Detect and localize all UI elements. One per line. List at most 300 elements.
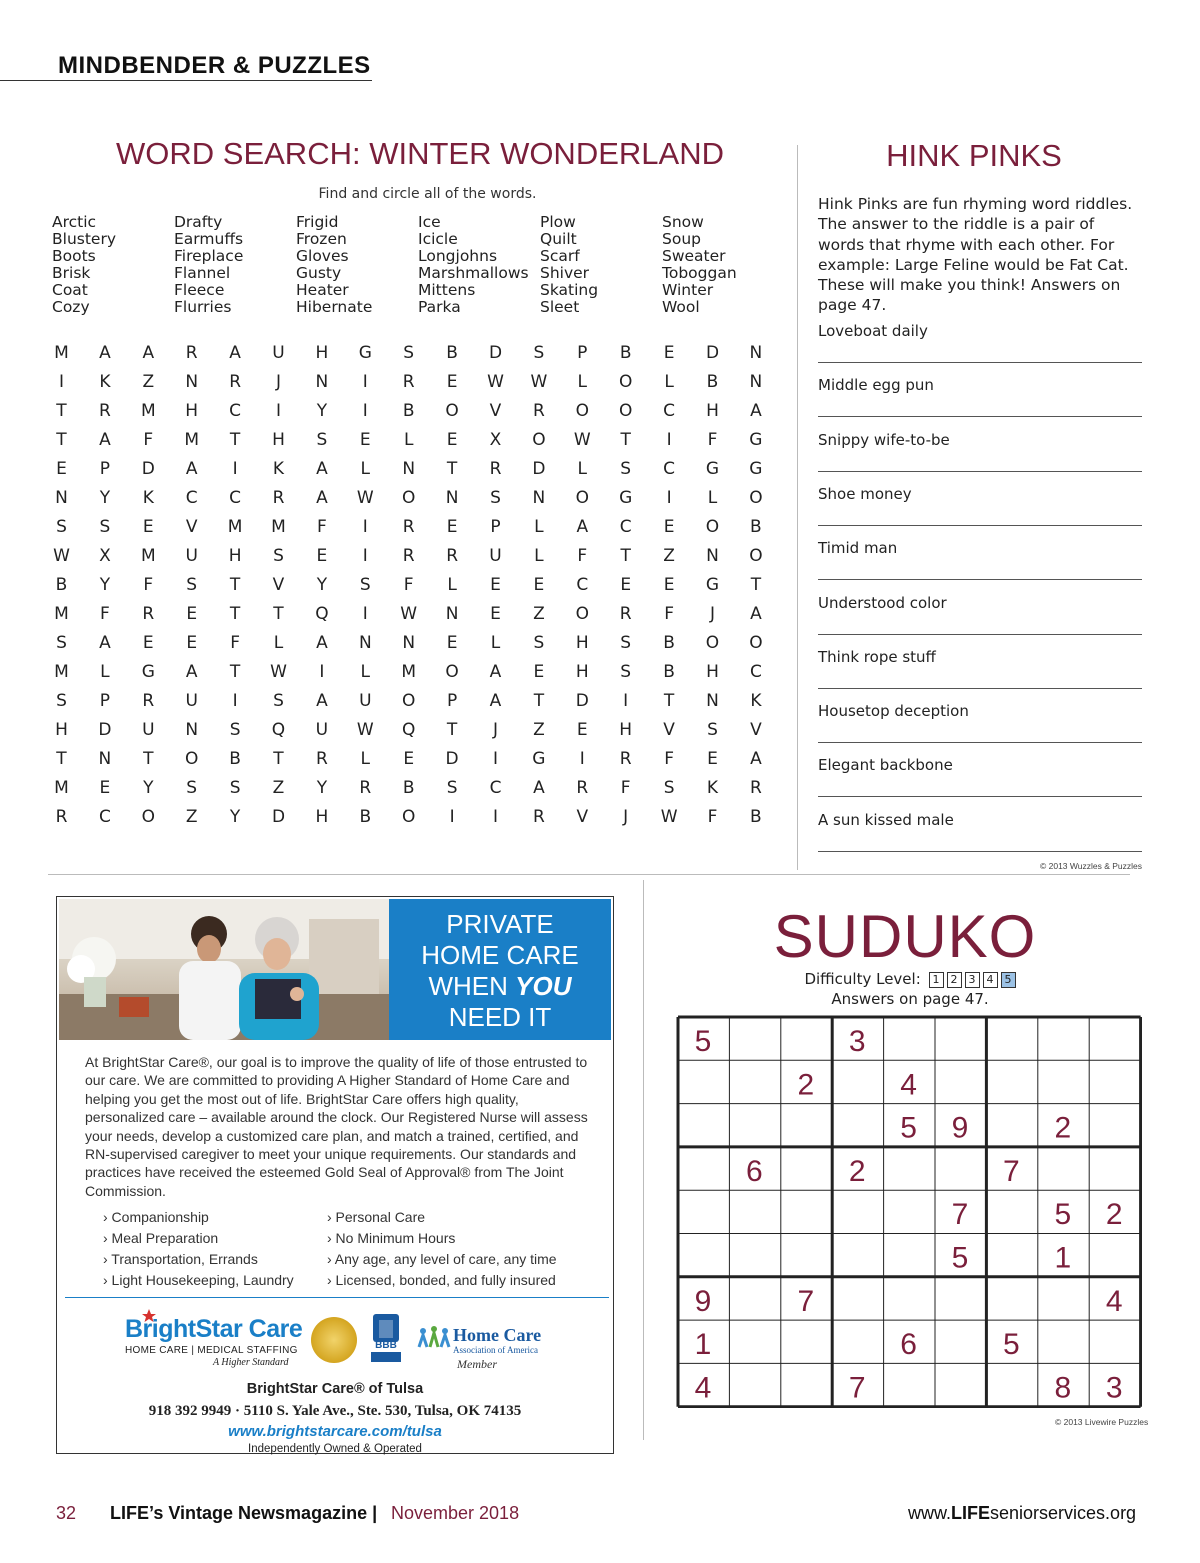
word-search-letter[interactable]: S (620, 662, 632, 682)
word-search-letter[interactable]: E (142, 633, 154, 653)
answer-line[interactable] (818, 471, 1142, 472)
sudoku-cell[interactable] (781, 1190, 832, 1233)
word-search-letter[interactable]: E (56, 459, 67, 479)
word-search-letter[interactable]: M (227, 517, 243, 537)
word-search-letter[interactable]: J (275, 372, 281, 392)
word-search-letter[interactable]: T (229, 604, 241, 624)
word-search-letter[interactable]: X (489, 430, 502, 450)
word-search-letter[interactable]: T (56, 401, 67, 421)
word-search-letter[interactable]: U (359, 691, 372, 711)
word-search-letter[interactable]: I (275, 401, 281, 421)
word-search-letter[interactable]: O (445, 662, 459, 682)
sudoku-cell[interactable] (1038, 1017, 1089, 1060)
word-search-letter[interactable]: E (446, 517, 458, 537)
word-search-letter[interactable]: F (143, 575, 154, 595)
word-search-letter[interactable]: M (140, 546, 156, 566)
word-search-letter[interactable]: R (98, 401, 111, 421)
word-search-letter[interactable]: Y (229, 807, 241, 827)
sudoku-cell[interactable] (729, 1277, 780, 1320)
answer-line[interactable] (818, 796, 1142, 797)
word-search-letter[interactable]: Y (316, 401, 328, 421)
word-search-letter[interactable]: L (490, 633, 501, 653)
word-search-letter[interactable]: I (362, 546, 368, 566)
word-search-letter[interactable]: H (315, 343, 329, 363)
word-search-letter[interactable]: C (98, 807, 111, 827)
word-search-letter[interactable]: C (663, 459, 676, 479)
word-search-letter[interactable]: G (358, 343, 372, 363)
word-search-letter[interactable]: W (573, 430, 591, 450)
word-search-letter[interactable]: B (229, 749, 241, 769)
word-search-letter[interactable]: I (362, 401, 368, 421)
word-search-letter[interactable]: E (446, 633, 458, 653)
word-search-letter[interactable]: S (273, 546, 284, 566)
word-search-letter[interactable]: A (316, 633, 328, 653)
word-search-letter[interactable]: Y (99, 575, 111, 595)
sudoku-cell[interactable] (935, 1363, 986, 1406)
word-search-letter[interactable]: I (449, 807, 455, 827)
word-search-letter[interactable]: M (184, 430, 200, 450)
word-search-letter[interactable]: L (403, 430, 414, 450)
sudoku-cell[interactable] (678, 1190, 729, 1233)
word-search-letter[interactable]: D (575, 691, 589, 711)
word-search-letter[interactable]: P (99, 459, 111, 479)
word-search-letter[interactable]: O (575, 488, 589, 508)
sudoku-cell[interactable] (935, 1017, 986, 1060)
sudoku-cell[interactable] (935, 1277, 986, 1320)
word-search-letter[interactable]: N (98, 749, 112, 769)
word-search-letter[interactable]: O (401, 807, 416, 827)
answer-line[interactable] (818, 579, 1142, 580)
word-search-letter[interactable]: S (620, 459, 632, 479)
word-search-letter[interactable]: R (142, 604, 155, 624)
word-search-letter[interactable]: L (534, 517, 544, 537)
word-search-letter[interactable]: H (575, 633, 589, 653)
word-search-letter[interactable]: H (55, 720, 68, 740)
word-search-letter[interactable]: E (663, 575, 675, 595)
word-search-letter[interactable]: J (709, 604, 715, 624)
word-search-letter[interactable]: R (749, 778, 762, 798)
word-search-letter[interactable]: M (54, 343, 69, 363)
sudoku-cell[interactable] (729, 1104, 780, 1147)
word-search-letter[interactable]: S (707, 720, 718, 740)
sudoku-cell[interactable] (1038, 1277, 1089, 1320)
word-search-letter[interactable]: E (99, 778, 111, 798)
word-search-letter[interactable]: T (446, 720, 458, 740)
word-search-letter[interactable]: A (750, 604, 762, 624)
sudoku-cell[interactable] (781, 1147, 832, 1190)
sudoku-cell[interactable] (832, 1060, 883, 1103)
word-search-letter[interactable]: C (185, 488, 198, 508)
word-search-letter[interactable]: A (185, 459, 198, 479)
word-search-letter[interactable]: E (186, 604, 198, 624)
word-search-letter[interactable]: R (315, 749, 328, 769)
sudoku-cell[interactable] (729, 1234, 780, 1277)
word-search-letter[interactable]: B (402, 401, 415, 421)
word-search-letter[interactable]: F (664, 604, 674, 624)
word-search-letter[interactable]: T (273, 604, 284, 624)
word-search-letter[interactable]: S (533, 633, 545, 653)
sudoku-cell[interactable] (986, 1277, 1037, 1320)
word-search-letter[interactable]: O (705, 517, 720, 537)
word-search-letter[interactable]: N (185, 372, 199, 392)
word-search-letter[interactable]: S (186, 575, 198, 595)
word-search-letter[interactable]: B (663, 633, 675, 653)
word-search-letter[interactable]: L (360, 459, 371, 479)
word-search-letter[interactable]: E (186, 633, 198, 653)
footer-website-link[interactable]: www.LIFEseniorservices.org (908, 1503, 1137, 1523)
word-search-letter[interactable]: N (445, 604, 459, 624)
word-search-letter[interactable]: E (446, 430, 458, 450)
word-search-letter[interactable]: H (272, 430, 285, 450)
word-search-letter[interactable]: A (229, 343, 241, 363)
word-search-letter[interactable]: D (705, 343, 720, 363)
word-search-letter[interactable]: E (576, 720, 588, 740)
word-search-letter[interactable]: E (359, 430, 371, 450)
word-search-letter[interactable]: U (142, 720, 155, 740)
word-search-letter[interactable]: T (273, 749, 284, 769)
sudoku-cell[interactable] (1089, 1234, 1140, 1277)
word-search-letter[interactable]: M (401, 662, 417, 682)
word-search-letter[interactable]: C (489, 778, 502, 798)
word-search-letter[interactable]: M (54, 778, 69, 798)
word-search-letter[interactable]: W (53, 546, 70, 566)
word-search-letter[interactable]: F (100, 604, 110, 624)
answer-line[interactable] (818, 634, 1142, 635)
sudoku-cell[interactable] (986, 1060, 1037, 1103)
word-search-letter[interactable]: O (401, 691, 416, 711)
word-search-letter[interactable]: V (750, 720, 762, 740)
word-search-letter[interactable]: I (362, 604, 368, 624)
word-search-letter[interactable]: S (446, 778, 458, 798)
word-search-letter[interactable]: I (319, 662, 325, 682)
word-search-letter[interactable]: T (663, 691, 675, 711)
word-search-letter[interactable]: V (576, 807, 589, 827)
sudoku-cell[interactable] (986, 1234, 1037, 1277)
word-search-letter[interactable]: E (533, 575, 545, 595)
word-search-letter[interactable]: C (229, 401, 242, 421)
word-search-letter[interactable]: F (317, 517, 327, 537)
answer-line[interactable] (818, 742, 1142, 743)
word-search-letter[interactable]: R (402, 546, 415, 566)
word-search-letter[interactable]: E (663, 343, 675, 363)
word-search-letter[interactable]: N (358, 633, 372, 653)
word-search-letter[interactable]: W (530, 372, 548, 392)
word-search-letter[interactable]: N (55, 488, 68, 508)
word-search-letter[interactable]: Z (272, 778, 285, 798)
brightstar-ad[interactable] (56, 896, 614, 1454)
word-search-letter[interactable]: L (447, 575, 457, 595)
sudoku-cell[interactable] (935, 1320, 986, 1363)
word-search-letter[interactable]: Y (316, 575, 328, 595)
word-search-letter[interactable]: W (270, 662, 287, 682)
word-search-letter[interactable]: F (707, 430, 718, 450)
word-search-letter[interactable]: L (534, 546, 544, 566)
word-search-letter[interactable]: M (54, 604, 69, 624)
word-search-letter[interactable]: N (749, 372, 763, 392)
word-search-letter[interactable]: V (489, 401, 502, 421)
word-search-letter[interactable]: U (185, 691, 198, 711)
word-search-letter[interactable]: E (620, 575, 632, 595)
word-search-letter[interactable]: O (749, 488, 763, 508)
word-search-letter[interactable]: R (402, 372, 415, 392)
word-search-letter[interactable]: C (663, 401, 676, 421)
word-search-letter[interactable]: F (403, 575, 414, 595)
sudoku-cell[interactable] (678, 1147, 729, 1190)
word-search-letter[interactable]: A (750, 401, 762, 421)
word-search-letter[interactable]: V (272, 575, 285, 595)
word-search-letter[interactable]: L (707, 488, 718, 508)
word-search-letter[interactable]: S (533, 343, 545, 363)
answer-line[interactable] (818, 688, 1142, 689)
word-search-letter[interactable]: G (619, 488, 633, 508)
word-search-letter[interactable]: B (750, 807, 762, 827)
word-search-letter[interactable]: K (142, 488, 154, 508)
word-search-letter[interactable]: S (403, 343, 415, 363)
sudoku-cell[interactable] (986, 1363, 1037, 1406)
word-search-letter[interactable]: S (99, 517, 111, 537)
word-search-letter[interactable]: N (402, 459, 416, 479)
word-search-letter[interactable]: N (445, 488, 459, 508)
sudoku-cell[interactable] (781, 1104, 832, 1147)
word-search-letter[interactable]: T (229, 430, 241, 450)
word-search-letter[interactable]: I (362, 517, 368, 537)
word-search-letter[interactable]: L (360, 749, 371, 769)
word-search-letter[interactable]: F (664, 749, 674, 769)
sudoku-cell[interactable] (729, 1190, 780, 1233)
word-search-letter[interactable]: R (402, 517, 415, 537)
word-search-letter[interactable]: S (273, 691, 284, 711)
word-search-letter[interactable]: S (229, 778, 241, 798)
word-search-letter[interactable]: I (666, 488, 672, 508)
word-search-letter[interactable]: P (577, 343, 588, 363)
word-search-letter[interactable]: O (618, 401, 633, 421)
word-search-letter[interactable]: A (489, 691, 502, 711)
sudoku-grid[interactable] (676, 1015, 1142, 1408)
word-search-letter[interactable]: E (490, 575, 501, 595)
sudoku-cell[interactable] (1089, 1320, 1140, 1363)
word-search-letter[interactable]: Z (663, 546, 675, 566)
sudoku-cell[interactable] (1038, 1147, 1089, 1190)
word-search-letter[interactable]: T (446, 459, 458, 479)
word-search-letter[interactable]: C (576, 575, 589, 595)
word-search-letter[interactable]: T (143, 749, 154, 769)
word-search-letter[interactable]: Q (401, 720, 416, 740)
word-search-letter[interactable]: R (359, 778, 372, 798)
sudoku-cell[interactable] (832, 1234, 883, 1277)
word-search-letter[interactable]: K (272, 459, 285, 479)
word-search-letter[interactable]: F (230, 633, 240, 653)
word-search-letter[interactable]: Y (143, 778, 154, 798)
word-search-letter[interactable]: L (100, 662, 110, 682)
word-search-letter[interactable]: W (356, 488, 374, 508)
answer-line[interactable] (818, 851, 1142, 852)
sudoku-cell[interactable] (986, 1104, 1037, 1147)
word-search-letter[interactable]: I (666, 430, 672, 450)
word-search-letter[interactable]: S (56, 691, 67, 711)
word-search-letter[interactable]: I (362, 372, 368, 392)
word-search-letter[interactable]: E (490, 604, 501, 624)
sudoku-cell[interactable] (1038, 1060, 1089, 1103)
word-search-letter[interactable]: G (705, 459, 720, 479)
word-search-letter[interactable]: J (623, 807, 629, 827)
word-search-letter[interactable]: O (445, 401, 459, 421)
sudoku-cell[interactable] (781, 1320, 832, 1363)
word-search-letter[interactable]: K (99, 372, 111, 392)
word-search-letter[interactable]: R (489, 459, 502, 479)
sudoku-cell[interactable] (832, 1190, 883, 1233)
word-search-letter[interactable]: Y (316, 778, 328, 798)
word-search-letter[interactable]: E (142, 517, 154, 537)
answer-line[interactable] (818, 416, 1142, 417)
sudoku-cell[interactable] (729, 1320, 780, 1363)
word-search-letter[interactable]: A (316, 488, 328, 508)
word-search-letter[interactable]: E (446, 372, 458, 392)
word-search-letter[interactable]: Z (142, 372, 155, 392)
word-search-letter[interactable]: O (532, 430, 546, 450)
word-search-letter[interactable]: A (489, 662, 502, 682)
word-search-letter[interactable]: G (749, 430, 763, 450)
word-search-letter[interactable]: D (445, 749, 459, 769)
word-search-letter[interactable]: T (229, 662, 241, 682)
word-search-letter[interactable]: I (232, 459, 238, 479)
sudoku-cell[interactable] (935, 1060, 986, 1103)
word-search-letter[interactable]: A (99, 430, 111, 450)
word-search-letter[interactable]: I (492, 749, 498, 769)
word-search-letter[interactable]: I (58, 372, 64, 392)
sudoku-cell[interactable] (986, 1017, 1037, 1060)
word-search-letter[interactable]: R (532, 807, 545, 827)
word-search-letter[interactable]: O (575, 604, 589, 624)
word-search-letter[interactable]: N (749, 343, 763, 363)
word-search-letter[interactable]: N (532, 488, 546, 508)
word-search-letter[interactable]: O (401, 488, 416, 508)
word-search-letter[interactable]: U (272, 343, 285, 363)
word-search-letter[interactable]: B (619, 343, 632, 363)
word-search-letter[interactable]: W (487, 372, 504, 392)
sudoku-cell[interactable] (781, 1234, 832, 1277)
word-search-letter[interactable]: C (619, 517, 632, 537)
word-search-letter[interactable]: K (706, 778, 719, 798)
word-search-letter[interactable]: B (750, 517, 762, 537)
word-search-letter[interactable]: T (750, 575, 762, 595)
word-search-letter[interactable]: W (660, 807, 678, 827)
word-search-letter[interactable]: E (533, 662, 545, 682)
sudoku-cell[interactable] (832, 1277, 883, 1320)
word-search-letter[interactable]: V (185, 517, 198, 537)
answer-line[interactable] (818, 362, 1142, 363)
word-search-letter[interactable]: B (359, 807, 372, 827)
word-search-letter[interactable]: M (140, 401, 156, 421)
word-search-letter[interactable]: R (229, 372, 241, 392)
word-search-letter[interactable]: Z (533, 604, 545, 624)
word-search-letter[interactable]: Z (533, 720, 545, 740)
word-search-letter[interactable]: R (272, 488, 285, 508)
word-search-letter[interactable]: R (55, 807, 68, 827)
sudoku-cell[interactable] (1089, 1104, 1140, 1147)
sudoku-cell[interactable] (884, 1147, 935, 1190)
word-search-letter[interactable]: O (618, 372, 633, 392)
word-search-letter[interactable]: E (663, 517, 675, 537)
word-search-letter[interactable]: R (142, 691, 155, 711)
word-search-letter[interactable]: Q (315, 604, 329, 624)
word-search-letter[interactable]: R (619, 749, 632, 769)
word-search-letter[interactable]: T (56, 749, 67, 769)
word-search-letter[interactable]: B (55, 575, 68, 595)
word-search-letter[interactable]: E (707, 749, 718, 769)
sudoku-cell[interactable] (729, 1060, 780, 1103)
word-search-letter[interactable]: D (98, 720, 112, 740)
word-search-letter[interactable]: A (142, 343, 155, 363)
word-search-letter[interactable]: D (488, 343, 503, 363)
ad-website-link[interactable]: www.brightstarcare.com/tulsa (228, 1423, 442, 1440)
word-search-letter[interactable]: S (490, 488, 501, 508)
word-search-letter[interactable]: U (315, 720, 329, 740)
sudoku-cell[interactable] (1089, 1060, 1140, 1103)
sudoku-cell[interactable] (1089, 1147, 1140, 1190)
word-search-letter[interactable]: P (446, 691, 458, 711)
word-search-letter[interactable]: F (620, 778, 631, 798)
word-search-letter[interactable]: N (185, 720, 199, 740)
word-search-letter[interactable]: G (705, 575, 720, 595)
word-search-letter[interactable]: H (706, 662, 719, 682)
sudoku-cell[interactable] (678, 1234, 729, 1277)
word-search-letter[interactable]: F (577, 546, 588, 566)
word-search-letter[interactable]: N (706, 691, 719, 711)
sudoku-cell[interactable] (884, 1363, 935, 1406)
word-search-letter[interactable]: R (532, 401, 545, 421)
word-search-letter[interactable]: E (403, 749, 415, 769)
word-search-letter[interactable]: O (749, 546, 763, 566)
word-search-letter[interactable]: A (750, 749, 762, 769)
sudoku-cell[interactable] (935, 1147, 986, 1190)
word-search-letter[interactable]: B (402, 778, 415, 798)
word-search-letter[interactable]: L (664, 372, 674, 392)
word-search-letter[interactable]: F (707, 807, 718, 827)
word-search-letter[interactable]: Q (271, 720, 286, 740)
word-search-letter[interactable]: T (620, 546, 631, 566)
sudoku-cell[interactable] (781, 1017, 832, 1060)
word-search-letter[interactable]: N (402, 633, 416, 653)
word-search-letter[interactable]: R (576, 778, 589, 798)
word-search-letter[interactable]: W (356, 720, 374, 740)
word-search-letter[interactable]: A (316, 459, 328, 479)
word-search-letter[interactable]: I (623, 691, 629, 711)
word-search-letter[interactable]: T (229, 575, 241, 595)
word-search-letter[interactable]: J (492, 720, 498, 740)
word-search-letter[interactable]: A (185, 662, 198, 682)
word-search-letter[interactable]: G (749, 459, 763, 479)
sudoku-cell[interactable] (729, 1363, 780, 1406)
sudoku-cell[interactable] (884, 1190, 935, 1233)
word-search-letter[interactable]: L (577, 459, 588, 479)
word-search-letter[interactable]: O (575, 401, 589, 421)
word-search-letter[interactable]: I (232, 691, 238, 711)
word-search-letter[interactable]: T (56, 430, 67, 450)
sudoku-cell[interactable] (1089, 1017, 1140, 1060)
word-search-letter[interactable]: H (315, 807, 329, 827)
word-search-letter[interactable]: S (620, 633, 632, 653)
word-search-letter[interactable]: H (575, 662, 589, 682)
sudoku-cell[interactable] (1038, 1320, 1089, 1363)
word-search-letter[interactable]: O (141, 807, 155, 827)
word-search-letter[interactable]: S (56, 633, 67, 653)
sudoku-cell[interactable] (832, 1320, 883, 1363)
word-search-letter[interactable]: M (54, 662, 69, 682)
word-search-letter[interactable]: A (316, 691, 328, 711)
word-search-letter[interactable]: T (533, 691, 545, 711)
sudoku-cell[interactable] (884, 1277, 935, 1320)
word-search-letter[interactable]: A (533, 778, 545, 798)
